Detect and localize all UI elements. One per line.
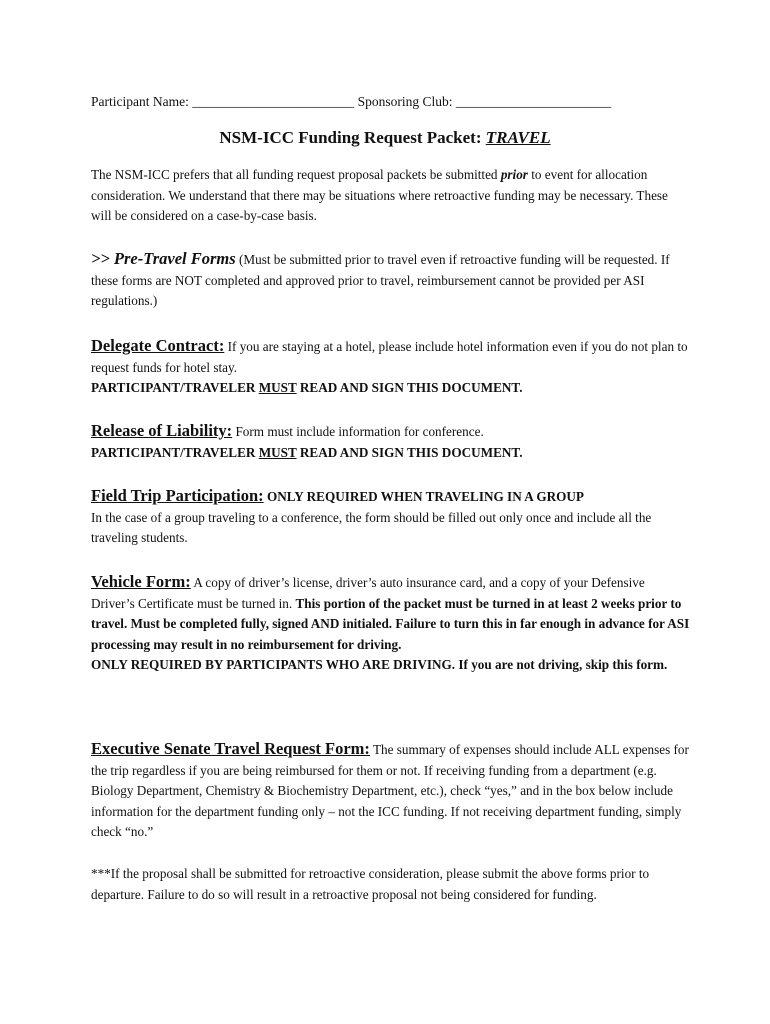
- vehicle-bold-text: This portion of the packet must be turned in at least 2 weeks prior to travel. Must be completed fully, signed AND initialed. Failure to turn this in far enough in advance for ASI processing may result in no reimbursement for driving.: [91, 595, 690, 652]
- executive-text: The summary of expenses should include ALL expenses for the trip regardless if you are being reimbursed for them or not. If receiving funding from a department (e.g. Biology Department, Chemistry & Biochemistry Department, etc.), check “yes,” and in the box below include information for the department funding only – not the ICC funding. If not receiving department funding, simply check “no.”: [91, 742, 689, 839]
- participant-name-label: Participant Name:: [91, 94, 189, 109]
- release-must: MUST: [258, 444, 297, 460]
- fieldtrip-section: [91, 486, 691, 549]
- intro-prior: prior: [500, 167, 528, 182]
- delegate-section: [91, 336, 691, 399]
- release-heading: Release of Liability:: [91, 421, 233, 440]
- sponsoring-club-label: Sponsoring Club:: [357, 94, 453, 109]
- delegate-must-before: PARTICIPANT/TRAVELER: [91, 380, 256, 395]
- title-main: NSM-ICC Funding Request Packet:: [219, 128, 482, 147]
- fieldtrip-heading: Field Trip Participation:: [91, 486, 264, 505]
- delegate-must: MUST: [258, 380, 297, 395]
- intro-text-after: to event for allocation consideration. We understand that there may be situations where retroactive funding may be necessary. These will be considered on a case-by-case basis.: [91, 167, 668, 223]
- pretravel-text: (Must be submitted prior to travel even if retroactive funding will be requested. If these forms are NOT completed and approved prior to travel, reimbursement cannot be provided per ASI regulations.): [91, 252, 670, 308]
- participant-name-blank: ________________________: [192, 94, 355, 109]
- release-must-after: READ AND SIGN THIS DOCUMENT.: [299, 444, 523, 460]
- intro-paragraph: [91, 165, 691, 227]
- pretravel-section: [91, 249, 691, 312]
- executive-section: [91, 739, 691, 843]
- delegate-heading: Delegate Contract:: [91, 336, 225, 355]
- vehicle-text: A copy of driver’s license, driver’s auto insurance card, and a copy of your Defensive Driver’s Certificate must be turned in.: [91, 575, 645, 611]
- intro-text-before: The NSM-ICC prefers that all funding request proposal packets be submitted: [91, 167, 498, 182]
- fieldtrip-text: In the case of a group traveling to a conference, the form should be filled out only once and include all the traveling students.: [91, 509, 652, 545]
- release-must-line: [91, 443, 691, 464]
- executive-heading: Executive Senate Travel Request Form:: [91, 739, 370, 758]
- sponsoring-club-blank: _______________________: [455, 94, 612, 109]
- vehicle-driving-note: ONLY REQUIRED BY PARTICIPANTS WHO ARE DRIVING. If you are not driving, skip this form.: [91, 657, 668, 672]
- delegate-text: If you are staying at a hotel, please include hotel information even if you do not plan to request funds for hotel stay.: [91, 339, 688, 375]
- release-text: Form must include information for conference.: [235, 424, 484, 439]
- page-title: [0, 128, 770, 148]
- pretravel-heading: >> Pre-Travel Forms: [91, 249, 236, 268]
- participant-header: [91, 94, 611, 110]
- delegate-must-line: [91, 378, 691, 399]
- vehicle-section: [91, 572, 691, 676]
- title-emphasis: TRAVEL: [485, 128, 551, 147]
- footnote-text: ***If the proposal shall be submitted for retroactive consideration, please submit the above forms prior to departure. Failure to do so will result in a retroactive proposal not being considered for funding.: [91, 866, 650, 902]
- release-section: [91, 421, 691, 463]
- fieldtrip-bold-text: ONLY REQUIRED WHEN TRAVELING IN A GROUP: [266, 489, 584, 504]
- vehicle-heading: Vehicle Form:: [91, 572, 191, 591]
- delegate-must-after: READ AND SIGN THIS DOCUMENT.: [299, 380, 523, 395]
- release-must-before: PARTICIPANT/TRAVELER: [91, 444, 256, 460]
- footnote: [91, 864, 691, 905]
